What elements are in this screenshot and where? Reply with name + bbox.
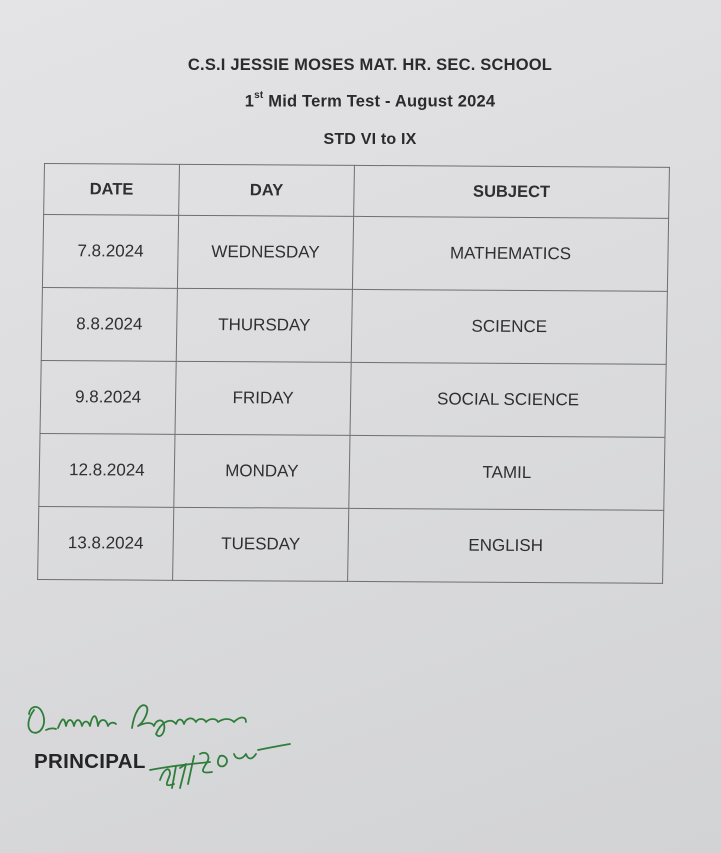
table-row: [41, 288, 667, 365]
cell-day: THURSDAY: [176, 288, 352, 362]
cell-subject: SCIENCE: [351, 289, 667, 364]
exam-ordinal: 1: [244, 92, 255, 111]
school-name: C.S.I JESSIE MOSES MAT. HR. SEC. SCHOOL: [187, 56, 553, 74]
signature-block: [20, 688, 320, 798]
cell-date: 13.8.2024: [38, 506, 174, 580]
exam-schedule-table: [37, 163, 670, 584]
exam-title: [0, 92, 721, 112]
exam-ordinal-suffix: st: [254, 90, 264, 101]
standard-label: STD VI to IX: [323, 131, 417, 148]
cell-date: 12.8.2024: [39, 433, 175, 507]
cell-subject: ENGLISH: [348, 508, 664, 583]
cell-subject: TAMIL: [349, 435, 665, 510]
handwritten-signature: [20, 688, 320, 798]
exam-title-text: Mid Term Test - August 2024: [263, 92, 496, 111]
column-header-date: DATE: [44, 164, 180, 216]
table-row: [40, 360, 666, 437]
table-row: [38, 506, 664, 583]
cell-subject: MATHEMATICS: [352, 216, 668, 291]
cell-subject: SOCIAL SCIENCE: [350, 362, 666, 437]
principal-label: PRINCIPAL: [34, 750, 146, 773]
cell-date: 8.8.2024: [41, 288, 177, 362]
cell-day: TUESDAY: [173, 507, 349, 581]
cell-date: 7.8.2024: [42, 215, 178, 289]
column-header-day: DAY: [179, 164, 355, 216]
table-row: [39, 433, 665, 510]
table-row: [42, 215, 668, 292]
cell-date: 9.8.2024: [40, 360, 176, 434]
cell-day: FRIDAY: [175, 361, 351, 435]
cell-day: WEDNESDAY: [177, 215, 353, 289]
table-header-row: [44, 164, 670, 219]
cell-day: MONDAY: [174, 434, 350, 508]
column-header-subject: SUBJECT: [354, 165, 670, 218]
